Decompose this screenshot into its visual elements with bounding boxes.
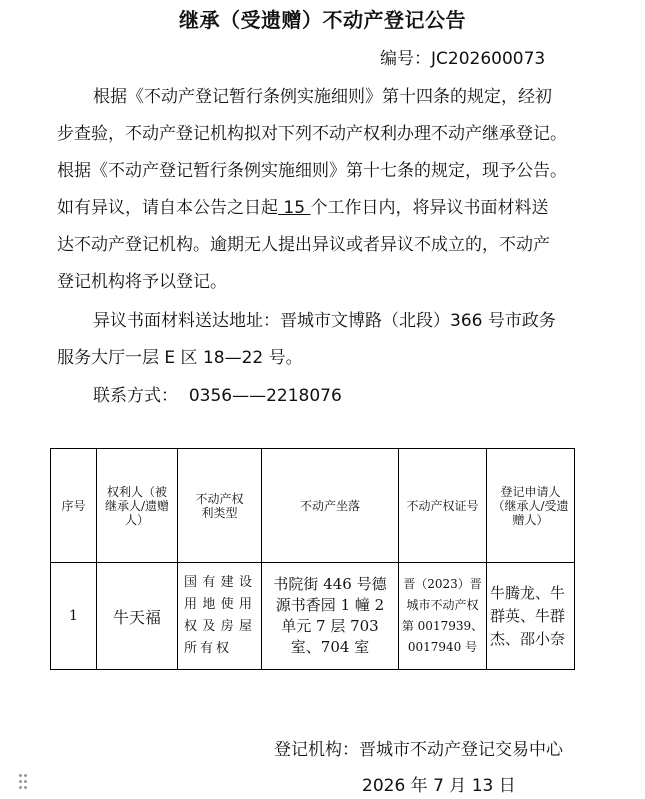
serial-label: 编号： (380, 49, 431, 69)
address-line1 (93, 306, 556, 331)
table-header-row (51, 449, 575, 563)
date-year: 2026 (362, 776, 406, 796)
date-month-suffix: 月 (443, 776, 472, 796)
para1-line3: 根据《不动产登记暂行条例实施细则》第十七条的规定，现予公告。 (57, 161, 567, 181)
serial-number (380, 44, 545, 69)
cell-cert: 晋（2023）晋城市不动产权第 0017939、0017940 号 (399, 563, 487, 670)
registration-table (50, 448, 575, 670)
header-cert: 不动产权证号 (399, 449, 487, 563)
address-range: 18—22 (202, 348, 264, 368)
table-row (51, 563, 575, 670)
notice-date (362, 771, 516, 796)
header-type: 不动产权利类型 (178, 449, 262, 563)
registration-org: 登记机构：晋城市不动产登记交易中心 (274, 740, 563, 760)
address-line1-pre: 异议书面材料送达地址：晋城市文博路（北段） (93, 311, 450, 331)
para1-line6: 登记机构将予以登记。 (57, 272, 227, 292)
para1-line1: 根据《不动产登记暂行条例实施细则》第十四条的规定，经初 (93, 87, 552, 107)
contact-label: 联系方式： (93, 386, 178, 406)
address-zone: E (164, 348, 176, 368)
address-line2 (57, 343, 303, 368)
cell-location: 书院街 446 号德源书香园 1 幢 2 单元 7 层 703 室、704 室 (262, 563, 399, 670)
contact-line (93, 381, 342, 406)
address-line2-post: 号。 (263, 348, 303, 368)
cell-holder: 牛天福 (97, 563, 178, 670)
objection-days: 15 (278, 198, 311, 218)
header-location: 不动产坐落 (262, 449, 399, 563)
para1-line5: 达不动产登记机构。逾期无人提出异议或者异议不成立的，不动产 (57, 235, 550, 255)
header-no: 序号 (51, 449, 97, 563)
address-number: 366 (450, 311, 483, 331)
para1-line2: 步查验，不动产登记机构拟对下列不动产权利办理不动产继承登记。 (57, 124, 567, 144)
address-line2-mid: 区 (175, 348, 203, 368)
header-holder: 权利人（被继承人/遗赠人） (97, 449, 178, 563)
address-line1-post: 号市政务 (482, 311, 556, 331)
header-applicant: 登记申请人（继承人/受遗赠人） (487, 449, 575, 563)
date-day: 13 (471, 776, 494, 796)
address-line2-pre: 服务大厅一层 (57, 348, 165, 368)
cell-no: 1 (51, 563, 97, 670)
cell-applicant: 牛腾龙、牛群英、牛群杰、邵小奈 (487, 563, 575, 670)
para1-line4 (57, 193, 548, 218)
para1-line4-pre: 如有异议，请自本公告之日起 (57, 198, 278, 218)
drag-handle-icon[interactable] (19, 774, 27, 790)
contact-phone: 0356——2218076 (188, 386, 342, 406)
serial-value: JC202600073 (431, 49, 546, 69)
date-month: 7 (433, 776, 444, 796)
cell-type: 国有建设用地使用权及房屋所有权 (178, 563, 262, 670)
date-year-suffix: 年 (405, 776, 434, 796)
para1-line4-post: 个工作日内，将异议书面材料送 (310, 198, 549, 218)
date-day-suffix: 日 (493, 776, 516, 796)
notice-title: 继承（受遗赠）不动产登记公告 (179, 8, 466, 32)
